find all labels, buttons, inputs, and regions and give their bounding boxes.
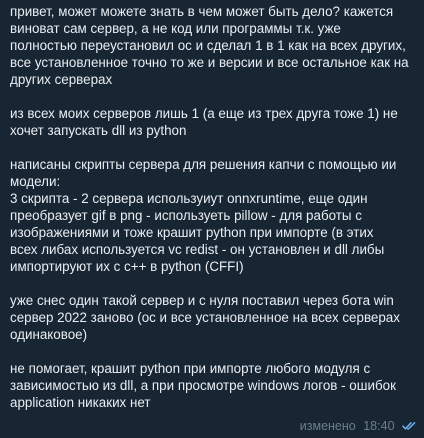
message-line: других серверах bbox=[10, 72, 113, 87]
message-line: одинаковое) bbox=[10, 327, 88, 342]
double-check-icon bbox=[402, 420, 416, 430]
message-paragraph bbox=[10, 3, 414, 88]
message-line: из всех моих серверов лишь 1 (а еще из трех друга тоже 1) не bbox=[10, 106, 398, 121]
message-line: уже снес один такой сервер и с нуля поставил через бота win bbox=[10, 293, 394, 308]
message-line: 3 скрипта - 2 сервера используиут onnxruntime, еще один bbox=[10, 191, 368, 206]
message-line: написаны скрипты сервера для решения капчи с помощью ии bbox=[10, 157, 397, 172]
message-line: привет, может можете знать в чем может быть дело? кажется bbox=[10, 4, 394, 19]
message-line: преобразует gif в png - используеть pillow - для работы с bbox=[10, 208, 362, 223]
message-line: изображениями и тоже крашит python при импорте (в этих bbox=[10, 225, 374, 240]
message-line: все установленное точно то же и версии и все остальное как на bbox=[10, 55, 409, 70]
message-line: хочет запускать dll из python bbox=[10, 123, 187, 138]
message-line: полностью переустановил ос и сделал 1 в 1 как на всех других, bbox=[10, 38, 406, 53]
message-meta bbox=[300, 419, 416, 434]
message-paragraph bbox=[10, 105, 414, 139]
message-line: виноват сам сервер, а не код или программы т.к. уже bbox=[10, 21, 341, 36]
message-line: модели: bbox=[10, 174, 61, 189]
message-paragraph bbox=[10, 360, 414, 411]
message-line: зависимостью из dll, а при просмотре windows логов - ошибок bbox=[10, 378, 396, 393]
message-line: импортируют их с c++ в python (CFFI) bbox=[10, 259, 244, 274]
message-line: всех либах используется vc redist - он установлен и dll либы bbox=[10, 242, 385, 257]
message-time: 18:40 bbox=[363, 419, 395, 433]
message-paragraph bbox=[10, 156, 414, 275]
edited-label: изменено bbox=[299, 419, 356, 433]
message-line: сервер 2022 заново (ос и все установленное на всех серверах bbox=[10, 310, 400, 325]
message-line: не помогает, крашит python при импорте любого модуля с bbox=[10, 361, 371, 376]
message-line: application никаких нет bbox=[10, 395, 151, 410]
message-paragraph bbox=[10, 292, 414, 343]
